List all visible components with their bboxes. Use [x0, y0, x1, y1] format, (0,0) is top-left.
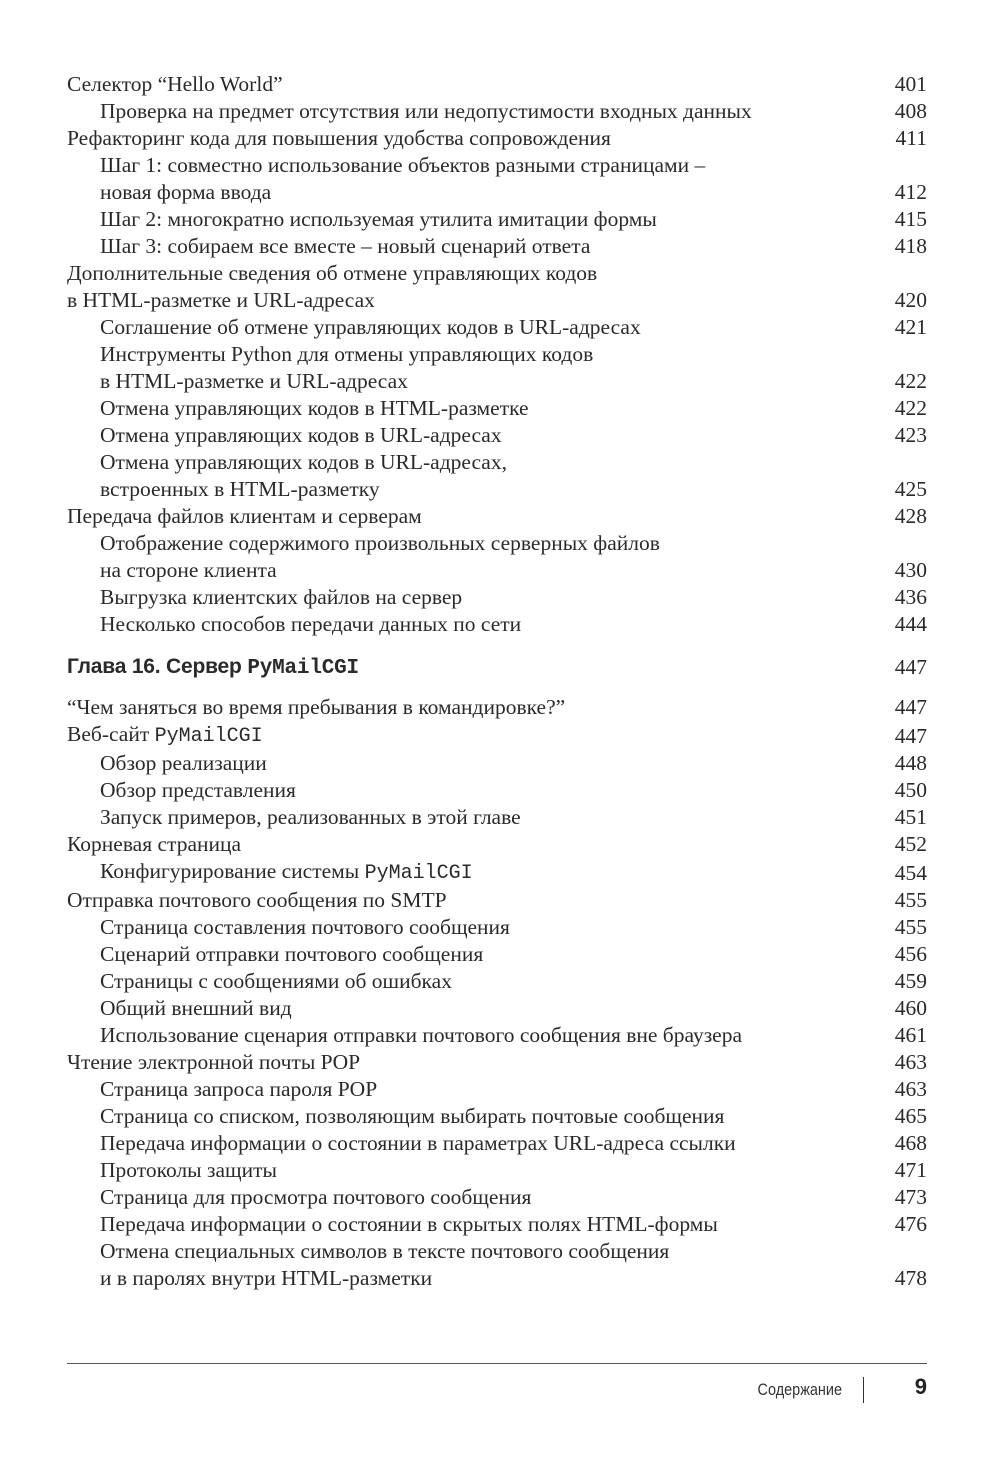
toc-entry-title [100, 750, 927, 777]
toc-entry-code: PyMailCGI [154, 725, 263, 748]
toc-subentry[interactable] [67, 1157, 927, 1184]
toc-subentry[interactable] [67, 750, 927, 777]
toc-entry-title [100, 968, 927, 995]
toc-page-number: 415 [894, 207, 927, 231]
toc-entry-title [100, 152, 927, 206]
toc-entry[interactable] [67, 831, 927, 858]
toc-entry-title-line: Страница для просмотра почтового сообщения [100, 1185, 532, 1209]
toc-entry-title-line: Выгрузка клиентских файлов на сервер [100, 585, 463, 609]
toc-page-number: 456 [894, 942, 927, 966]
toc-entry-title-line: Обзор реализации [100, 751, 267, 775]
toc-entry-title-line: Использование сценария отправки почтового сообщения вне браузера [100, 1023, 743, 1047]
toc-entry-title-line: Передача информации о состоянии в скрытых полях HTML-формы [100, 1212, 718, 1236]
toc-subentry[interactable] [67, 777, 927, 804]
toc-entry-title [67, 887, 927, 914]
toc-page-number: 460 [894, 996, 927, 1020]
toc-entry-title-line: Запуск примеров, реализованных в этой главе [100, 805, 521, 829]
toc-page-number: 465 [894, 1104, 927, 1128]
toc-entry-title [100, 1130, 927, 1157]
toc-page-number: 450 [894, 778, 927, 802]
toc-entry-title [100, 584, 927, 611]
toc-entry-title [100, 1103, 927, 1130]
toc-subentry[interactable] [67, 1211, 927, 1238]
toc-page-number: 430 [894, 558, 927, 582]
toc-entry-title-line: в HTML-разметке и URL-адресах [67, 288, 375, 312]
toc-page-number: 425 [894, 477, 927, 501]
toc-entry-title-line: Рефакторинг кода для повышения удобства сопровождения [67, 126, 611, 150]
toc-page-number: 478 [894, 1266, 927, 1290]
toc-subentry[interactable] [67, 858, 927, 887]
toc-subentry[interactable] [67, 1022, 927, 1049]
toc-entry[interactable] [67, 503, 927, 530]
toc-entry-title-line: Шаг 1: совместно использование объектов разными страницами – [100, 153, 706, 177]
toc-entry-title-line [100, 858, 927, 887]
toc-entry-title [100, 914, 927, 941]
toc-entry-title-line: Общий внешний вид [100, 996, 292, 1020]
toc-subentry[interactable] [67, 1238, 927, 1292]
chapter-heading[interactable] [67, 652, 927, 682]
toc-entry-title-line: встроенных в HTML-разметку [100, 477, 380, 501]
toc-entry[interactable] [67, 125, 927, 152]
toc-entry-title [100, 395, 927, 422]
toc-entry-title-line: на стороне клиента [100, 558, 277, 582]
toc-entry-title-line: Страница со списком, позволяющим выбирать почтовые сообщения [100, 1104, 725, 1128]
footer-section-label: Содержание [757, 1380, 842, 1399]
toc-entry-title-line: Отмена управляющих кодов в URL-адресах, [100, 450, 507, 474]
chapter-title-prefix: Глава 16. Сервер [67, 655, 248, 678]
toc-entry-title-line: Чтение электронной почты POP [67, 1050, 361, 1074]
toc-subentry[interactable] [67, 233, 927, 260]
toc-entry-title [100, 314, 927, 341]
toc-entry-title [100, 1157, 927, 1184]
toc-entry-title [100, 804, 927, 831]
toc-entry-title [100, 422, 927, 449]
toc-subentry[interactable] [67, 98, 927, 125]
toc-subentry[interactable] [67, 341, 927, 395]
toc-entry-title-line: Отправка почтового сообщения по SMTP [67, 888, 447, 912]
toc-subentry[interactable] [67, 1130, 927, 1157]
toc-entry[interactable] [67, 260, 927, 314]
chapter-page-number: 447 [894, 655, 927, 679]
toc-entry-title [67, 831, 927, 858]
toc-entry-title-line: и в паролях внутри HTML-разметки [100, 1266, 433, 1290]
toc-page-number: 408 [894, 99, 927, 123]
toc-entry-title-line: Корневая страница [67, 832, 242, 856]
toc-entry-title-line: Проверка на предмет отсутствия или недопустимости входных данных [100, 99, 752, 123]
toc-entry-title-line: Отображение содержимого произвольных серверных файлов [100, 531, 660, 555]
toc-page-number: 421 [894, 315, 927, 339]
toc-page-number: 455 [894, 888, 927, 912]
toc-entry-title [100, 1184, 927, 1211]
toc-page-number: 468 [894, 1131, 927, 1155]
toc-entry-title [100, 995, 927, 1022]
toc-entry-title [100, 1211, 927, 1238]
toc-entry-title [67, 71, 927, 98]
toc-page-number: 420 [894, 288, 927, 312]
toc-subentry[interactable] [67, 584, 927, 611]
toc-entry-title [67, 503, 927, 530]
chapter-title [67, 655, 359, 678]
toc-entry-title [67, 125, 927, 152]
toc-entry-code: PyMailCGI [364, 862, 473, 885]
toc-section-chapter-16 [67, 694, 927, 1292]
toc-subentry[interactable] [67, 1184, 927, 1211]
toc-entry-title-line: Страница запроса пароля POP [100, 1077, 378, 1101]
toc-page-number: 463 [894, 1077, 927, 1101]
toc-page-number: 473 [894, 1185, 927, 1209]
toc-entry-title-line: Несколько способов передачи данных по сети [100, 612, 522, 636]
toc-page-number: 412 [894, 180, 927, 204]
toc-entry-title-line: Дополнительные сведения об отмене управляющих кодов [67, 261, 598, 285]
toc-page-number: 422 [894, 396, 927, 420]
toc-subentry[interactable] [67, 395, 927, 422]
toc-page-number: 452 [894, 832, 927, 856]
toc-entry-title-text: Конфигурирование системы [100, 859, 365, 883]
toc-subentry[interactable] [67, 449, 927, 503]
toc-entry-title-text: Веб-сайт [67, 722, 155, 746]
toc-entry-title-line [67, 721, 927, 750]
toc-page-number: 447 [894, 724, 927, 748]
toc-subentry[interactable] [67, 152, 927, 206]
toc-entry[interactable] [67, 721, 927, 750]
toc-entry-title [100, 233, 927, 260]
toc-page-number: 459 [894, 969, 927, 993]
toc-subentry[interactable] [67, 995, 927, 1022]
toc-entry-title-line: Шаг 2: многократно используемая утилита имитации формы [100, 207, 657, 231]
footer-vertical-bar [863, 1377, 864, 1403]
toc-entry-title-line: Шаг 3: собираем все вместе – новый сценарий ответа [100, 234, 591, 258]
toc-page-number: 471 [894, 1158, 927, 1182]
toc-entry-title-line: Передача файлов клиентам и серверам [67, 504, 422, 528]
toc-page-number: 476 [894, 1212, 927, 1236]
toc-entry-title [100, 858, 927, 887]
toc-subentry[interactable] [67, 1103, 927, 1130]
toc-page-number: 423 [894, 423, 927, 447]
toc-entry-title [100, 206, 927, 233]
toc-entry-title-line: Передача информации о состоянии в параметрах URL-адреса ссылки [100, 1131, 736, 1155]
toc-page-number: 401 [894, 72, 927, 96]
toc-page-number: 436 [894, 585, 927, 609]
toc-entry-title-line: в HTML-разметке и URL-адресах [100, 369, 408, 393]
toc-page-number: 463 [894, 1050, 927, 1074]
toc-entry-title [67, 1049, 927, 1076]
toc-entry-title-line: Страницы с сообщениями об ошибках [100, 969, 452, 993]
toc-subentry[interactable] [67, 611, 927, 638]
toc-subentry[interactable] [67, 914, 927, 941]
toc-entry-title [67, 721, 927, 750]
toc-page-number: 428 [894, 504, 927, 528]
toc-entry-title-line: Инструменты Python для отмены управляющих кодов [100, 342, 594, 366]
toc-page-number: 418 [894, 234, 927, 258]
toc-subentry[interactable] [67, 206, 927, 233]
toc-entry-title [100, 941, 927, 968]
toc-entry[interactable] [67, 71, 927, 98]
toc-entry-title-line: Соглашение об отмене управляющих кодов в URL-адресах [100, 315, 641, 339]
toc-entry-title [100, 1238, 927, 1292]
toc-entry[interactable] [67, 694, 927, 721]
toc-entry-title [100, 1076, 927, 1103]
toc-entry-title [100, 1022, 927, 1049]
toc-entry-title-line: Отмена специальных символов в тексте почтового сообщения [100, 1239, 670, 1263]
chapter-title-code: PyMailCGI [247, 657, 359, 680]
toc-subentry[interactable] [67, 804, 927, 831]
toc-subentry[interactable] [67, 314, 927, 341]
toc-entry[interactable] [67, 1049, 927, 1076]
toc-entry-title-line: “Чем заняться во время пребывания в командировке?” [67, 695, 566, 719]
toc-entry-title-line: Сценарий отправки почтового сообщения [100, 942, 484, 966]
toc-subentry[interactable] [67, 1076, 927, 1103]
toc-page-number: 451 [894, 805, 927, 829]
toc-entry-title [100, 449, 927, 503]
toc-entry-title [100, 611, 927, 638]
toc-entry-title [67, 260, 927, 314]
footer-page-number: 9 [914, 1374, 927, 1399]
toc-section-before-chapter [67, 71, 927, 638]
table-of-contents [67, 71, 927, 1292]
toc-subentry[interactable] [67, 941, 927, 968]
toc-entry-title-line: новая форма ввода [100, 180, 272, 204]
toc-entry[interactable] [67, 887, 927, 914]
toc-entry-title [100, 98, 927, 125]
toc-entry-title-line: Страница составления почтового сообщения [100, 915, 510, 939]
toc-entry-title-line: Отмена управляющих кодов в URL-адресах [100, 423, 502, 447]
toc-entry-title-line: Обзор представления [100, 778, 296, 802]
toc-subentry[interactable] [67, 530, 927, 584]
toc-entry-title [100, 530, 927, 584]
footer-divider [67, 1363, 927, 1364]
toc-entry-title-line: Протоколы защиты [100, 1158, 277, 1182]
toc-page-number: 422 [894, 369, 927, 393]
toc-page-number: 454 [894, 861, 927, 885]
toc-subentry[interactable] [67, 968, 927, 995]
toc-entry-title-line: Селектор “Hello World” [67, 72, 283, 96]
toc-page-number: 448 [894, 751, 927, 775]
toc-page-number: 444 [894, 612, 927, 636]
toc-entry-title [67, 694, 927, 721]
toc-entry-title [100, 777, 927, 804]
toc-entry-title [100, 341, 927, 395]
toc-page-number: 461 [894, 1023, 927, 1047]
toc-subentry[interactable] [67, 422, 927, 449]
toc-page-number: 455 [894, 915, 927, 939]
toc-page-number: 411 [895, 126, 927, 150]
toc-entry-title-line: Отмена управляющих кодов в HTML-разметке [100, 396, 529, 420]
toc-page-number: 447 [894, 695, 927, 719]
